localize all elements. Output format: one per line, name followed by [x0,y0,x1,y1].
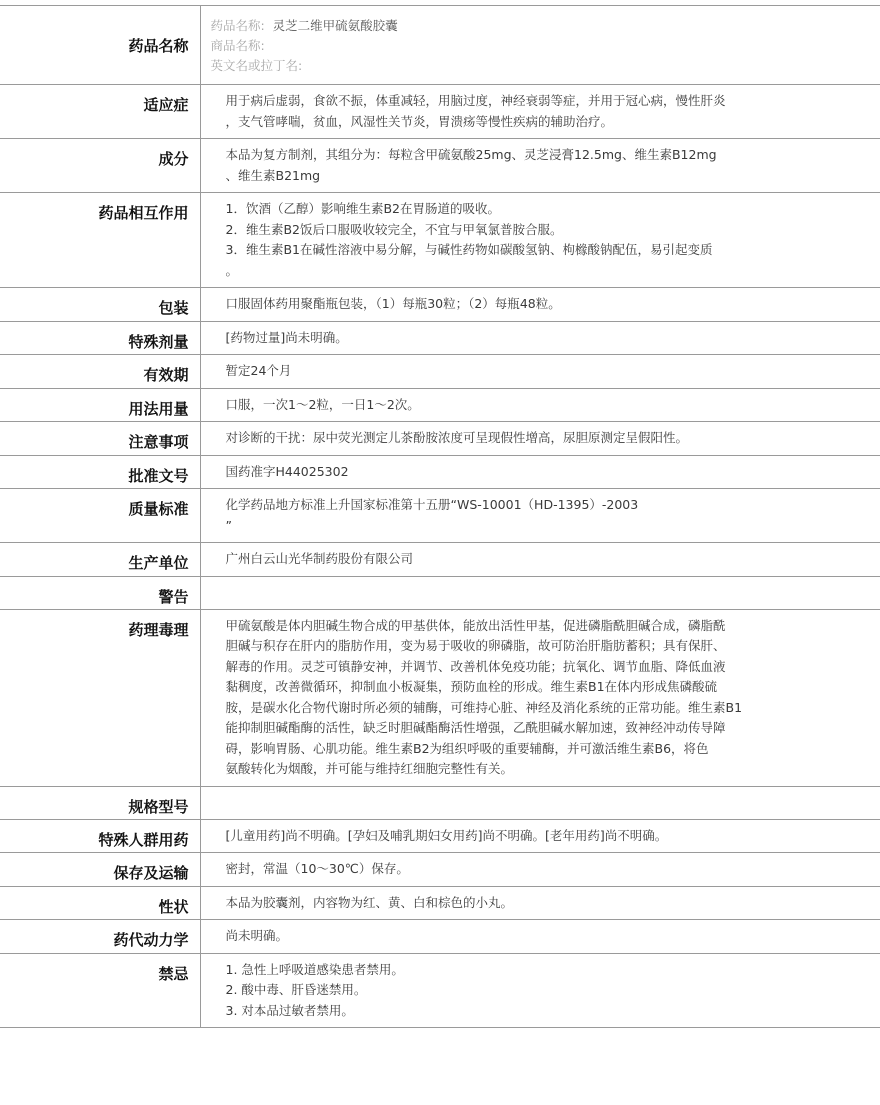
value-line: 国药准字H44025302 [225,463,349,479]
row-label: 生产单位 [0,543,200,577]
row-label: 批准文号 [0,455,200,489]
row-label: 用法用量 [0,388,200,422]
value-line: 口服固体药用聚酯瓶包装，（1）每瓶30粒；（2）每瓶48粒。 [225,296,561,311]
row-value [200,576,880,609]
value-line: 能抑制胆碱酯酶的活性，缺乏时胆碱酯酶活性增强，乙酰胆碱水解加速，致神经冲动传导障 [225,720,726,735]
value-line: ，支气管哮喘，贫血，风湿性关节炎，胃溃疡等慢性疾病的辅助治疗。 [225,113,614,129]
row-value [200,455,880,489]
value-line: [儿童用药]尚不明确。[孕妇及哺乳期妇女用药]尚不明确。[老年用药]尚不明确。 [225,827,668,843]
english-name-label: 英文名或拉丁名: [210,58,303,73]
row-ingredients [0,139,880,193]
value-line: 广州白云山光华制药股份有限公司 [225,551,414,566]
value-line: 密封，常温（10～30℃）保存。 [225,861,409,876]
row-appearance [0,886,880,920]
row-label: 药品相互作用 [0,193,200,288]
row-label: 药品名称 [0,6,200,85]
value-line: 解毒的作用。灵芝可镇静安神，并调节、改善机体免疫功能；抗氧化、调节血脂、降低血液 [225,658,726,674]
row-precautions [0,422,880,456]
value-line: 甲硫氨酸是体内胆碱生物合成的甲基供体，能放出活性甲基，促进磷脂酰胆碱合成，磷脂酰 [225,617,726,633]
row-usage [0,388,880,422]
row-value [200,422,880,456]
value-line: 碍，影响胃肠、心肌功能。维生素B2为组织呼吸的重要辅酶，并可激活维生素B6，将色 [225,740,709,756]
row-label: 包装 [0,288,200,322]
row-value [200,886,880,920]
value-line: 。 [225,262,239,278]
value-line: 本品为复方制剂，其组分为：每粒含甲硫氨酸25mg、灵芝浸膏12.5mg、维生素B12mg [225,147,717,162]
row-value [200,321,880,355]
row-label: 药代动力学 [0,920,200,954]
value-line: 胆碱与积存在肝内的脂肪作用，变为易于吸收的卵磷脂，故可防治肝脂肪蓄积；具有保肝、 [225,638,726,653]
drug-name-label: 药品名称: [210,18,265,33]
row-drug-name [0,6,880,85]
value-line: ” [225,517,232,533]
row-value [200,388,880,422]
value-line: 口服，一次1～2粒，一日1～2次。 [225,396,420,412]
drug-name-line [211,16,871,36]
row-label: 保存及运输 [0,853,200,887]
value-line: 黏稠度，改善微循环，抑制血小板凝集，预防血栓的形成。维生素B1在体内形成焦磷酸硫 [225,679,718,694]
row-approval [0,455,880,489]
row-manufacturer [0,543,880,577]
row-label: 注意事项 [0,422,200,456]
trade-name-label: 商品名称: [210,38,265,53]
row-value [200,819,880,853]
value-line: 胺，是碳水化合物代谢时所必须的辅酶，可维持心脏、神经及消化系统的正常功能。维生素B1 [225,699,743,715]
value-line: 氨酸转化为烟酸，并可能与维持红细胞完整性有关。 [225,761,514,776]
row-value [200,489,880,543]
row-specification [0,786,880,819]
row-validity [0,355,880,389]
row-pharmacology [0,609,880,786]
row-standard [0,489,880,543]
value-line: 1．饮酒（乙醇）影响维生素B2在胃肠道的吸收。 [225,201,500,216]
row-label: 成分 [0,139,200,193]
value-line: 2．维生素B2饭后口服吸收较完全，不宜与甲氧氯普胺合服。 [225,221,563,237]
row-label: 适应症 [0,85,200,139]
row-value [200,85,880,139]
row-label: 有效期 [0,355,200,389]
value-line: [药物过量]尚未明确。 [225,329,348,345]
row-label: 性状 [0,886,200,920]
row-contraindications [0,953,880,1028]
row-label: 规格型号 [0,786,200,819]
value-line: 3. 对本品过敏者禁用。 [225,1002,354,1018]
value-line: 2. 酸中毒、肝昏迷禁用。 [225,982,367,997]
value-line: 3．维生素B1在碱性溶液中易分解，与碱性药物如碳酸氢钠、枸橼酸钠配伍，易引起变质 [225,242,713,257]
row-label: 质量标准 [0,489,200,543]
row-value [200,853,880,887]
row-value [200,288,880,322]
row-packaging [0,288,880,322]
row-value [200,609,880,786]
row-value [200,355,880,389]
row-label: 药理毒理 [0,609,200,786]
row-special-dose [0,321,880,355]
row-warning [0,576,880,609]
value-line: 、维生素B21mg [225,167,321,183]
row-label: 警告 [0,576,200,609]
value-line: 尚未明确。 [225,928,289,943]
row-value [200,920,880,954]
row-label: 特殊剂量 [0,321,200,355]
drug-info-table [0,5,880,1028]
row-label: 特殊人群用药 [0,819,200,853]
row-interactions [0,193,880,288]
value-line: 化学药品地方标准上升国家标准第十五册“WS-10001（HD-1395）-2003 [225,497,639,512]
row-value [200,953,880,1028]
value-line: 1. 急性上呼吸道感染患者禁用。 [225,961,404,977]
value-line: 对诊断的干扰：尿中荧光测定儿茶酚胺浓度可呈现假性增高，尿胆原测定呈假阳性。 [225,430,689,445]
drug-name-value: 灵芝二维甲硫氨酸胶囊 [272,18,398,33]
row-value [200,193,880,288]
row-value [200,786,880,819]
value-line: 暂定24个月 [225,363,292,378]
row-pharmacokinetics [0,920,880,954]
row-indications [0,85,880,139]
value-line: 本品为胶囊剂，内容物为红、黄、白和棕色的小丸。 [225,894,514,910]
row-storage [0,853,880,887]
row-special-population [0,819,880,853]
value-line: 用于病后虚弱，食欲不振，体重减轻，用脑过度，神经衰弱等症，并用于冠心病，慢性肝炎 [225,93,726,108]
row-label: 禁忌 [0,953,200,1028]
row-value [200,543,880,577]
row-value [200,139,880,193]
